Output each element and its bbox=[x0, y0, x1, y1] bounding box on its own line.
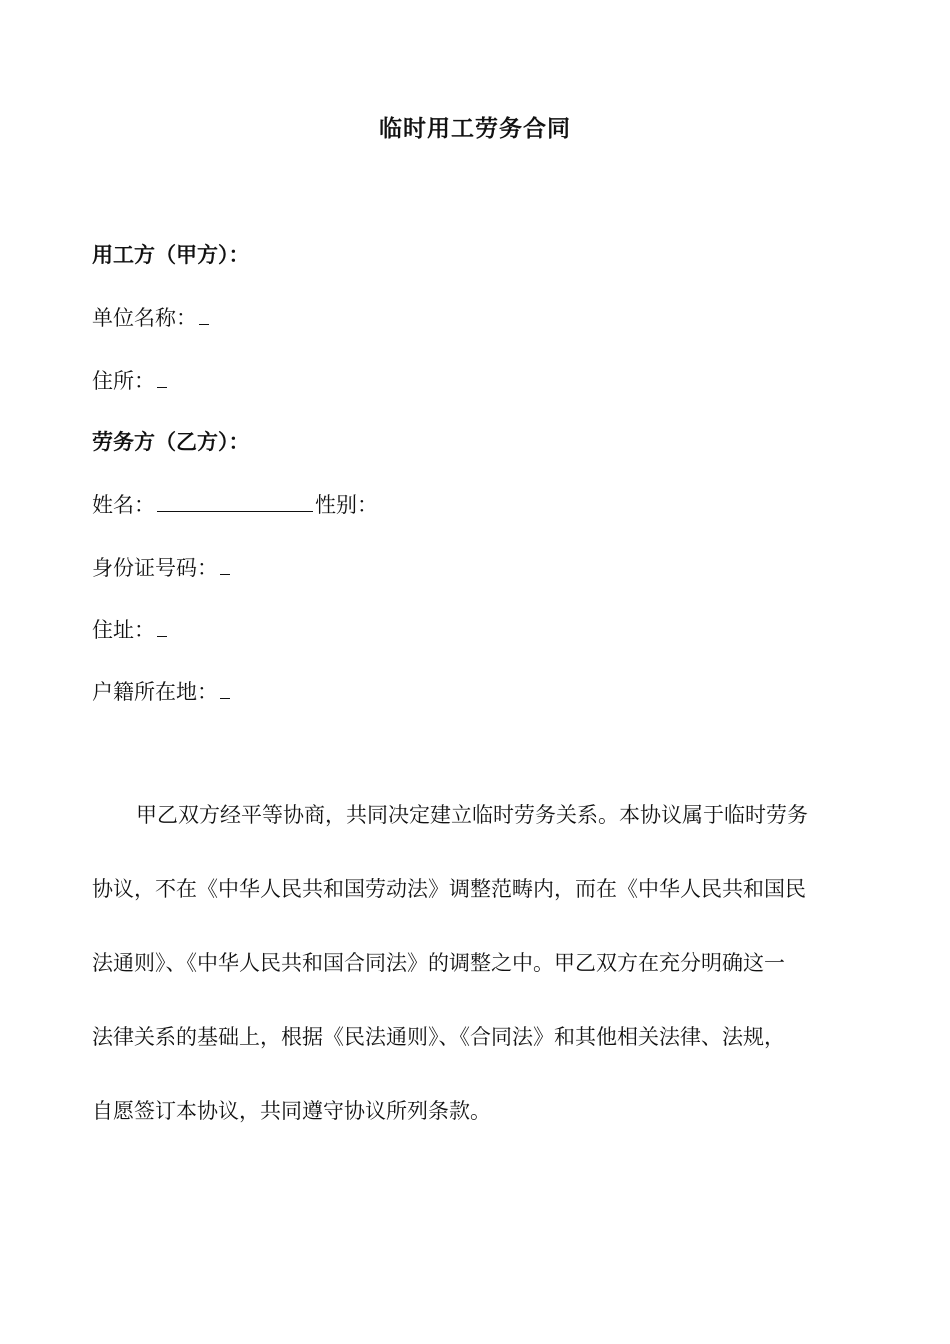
id-number-blank[interactable] bbox=[220, 552, 230, 575]
gender-label: 性别： bbox=[315, 493, 378, 517]
name-label: 姓名： bbox=[92, 493, 155, 517]
hukou-field bbox=[92, 676, 230, 707]
address-label: 住址： bbox=[92, 618, 155, 642]
hukou-blank[interactable] bbox=[220, 676, 230, 699]
id-number-field bbox=[92, 552, 230, 583]
intro-line: 自愿签订本协议，共同遵守协议所列条款。 bbox=[92, 1099, 491, 1123]
intro-line: 甲乙双方经平等协商，共同决定建立临时劳务关系。本协议属于临时劳务 bbox=[136, 803, 808, 827]
hukou-label: 户籍所在地： bbox=[92, 680, 218, 704]
party-b-heading: 劳务方（乙方）： bbox=[92, 429, 250, 454]
unit-name-blank[interactable] bbox=[199, 302, 209, 325]
intro-line: 法通则》、《中华人民共和国合同法》的调整之中。甲乙双方在充分明确这一 bbox=[92, 951, 785, 975]
intro-line: 法律关系的基础上，根据《民法通则》、《合同法》和其他相关法律、法规， bbox=[92, 1025, 785, 1049]
document-title: 临时用工劳务合同 bbox=[379, 115, 571, 142]
address-blank[interactable] bbox=[157, 614, 167, 637]
party-a-heading: 用工方（甲方）： bbox=[92, 242, 250, 267]
intro-line: 协议，不在《中华人民共和国劳动法》调整范畴内，而在《中华人民共和国民 bbox=[92, 877, 806, 901]
residence-blank[interactable] bbox=[157, 365, 167, 388]
residence-field bbox=[92, 365, 167, 396]
unit-name-label: 单位名称： bbox=[92, 306, 197, 330]
id-number-label: 身份证号码： bbox=[92, 556, 218, 580]
name-gender-field bbox=[92, 489, 378, 520]
unit-name-field bbox=[92, 302, 209, 333]
address-field bbox=[92, 614, 167, 645]
residence-label: 住所： bbox=[92, 369, 155, 393]
name-blank[interactable] bbox=[157, 489, 313, 512]
